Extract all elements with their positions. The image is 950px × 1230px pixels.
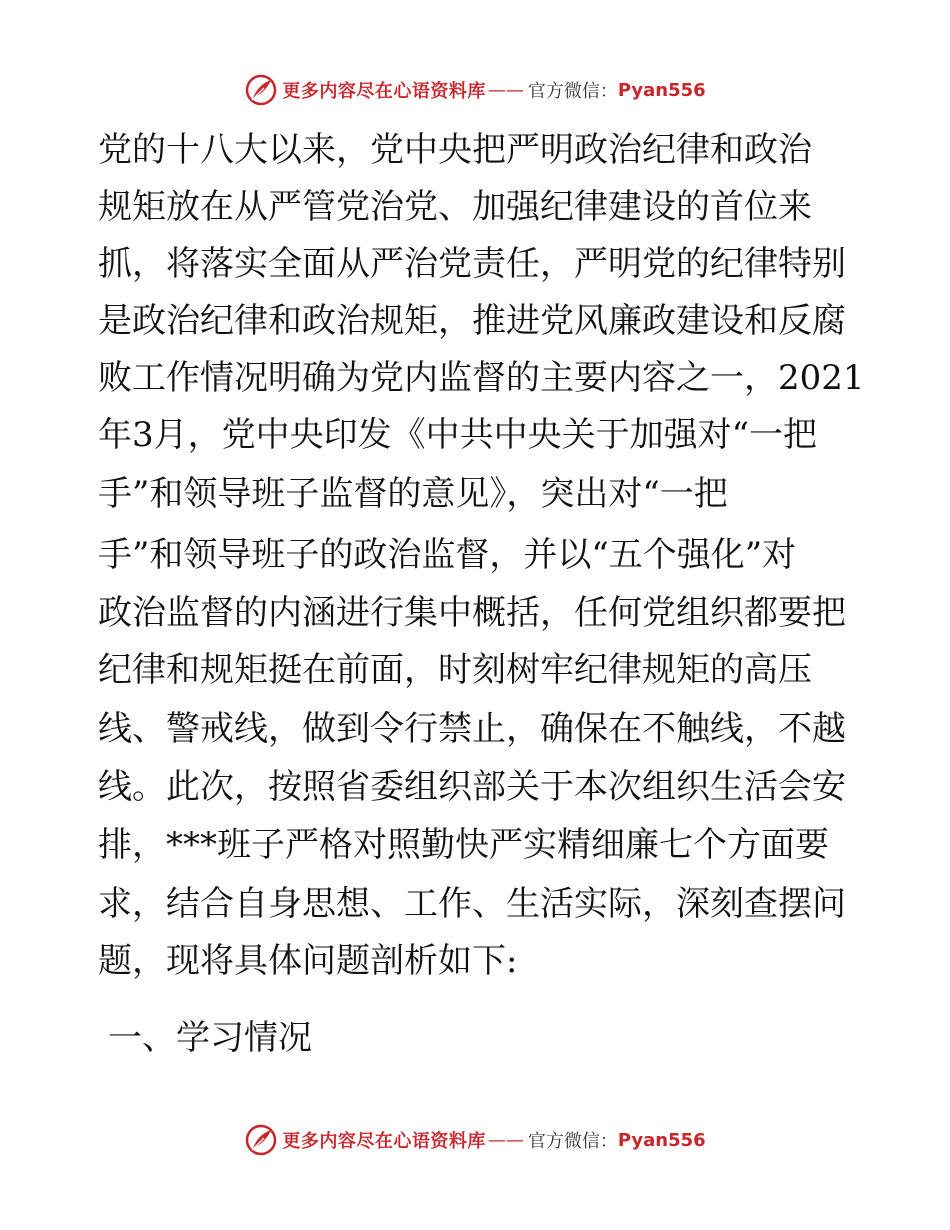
watermark-wechat-label: 官方微信： <box>527 81 618 102</box>
paragraph-line: 手”和领导班子监督的意见》，突出对“一把 <box>98 474 728 514</box>
paragraph-line: 手”和领导班子的政治监督，并以“五个强化”对 <box>98 535 797 575</box>
paragraph-line: 年3月，党中央印发《中共中央关于加强对“一把 <box>98 415 818 455</box>
paragraph-line: 求，结合自身思想、工作、生活实际，深刻查摆问 <box>98 884 846 924</box>
section-heading: 一、学习情况 <box>108 1018 312 1058</box>
paragraph-line: 政治监督的内涵进行集中概括，任何党组织都要把 <box>98 593 846 633</box>
header-watermark <box>0 68 950 112</box>
paragraph-line: 抓，将落实全面从严治党责任，严明党的纪律特别 <box>98 244 846 284</box>
feather-pen-logo-icon <box>244 1123 278 1157</box>
paragraph-line: 线、警戒线，做到令行禁止，确保在不触线，不越 <box>98 709 846 749</box>
paragraph-line: 党的十八大以来，党中央把严明政治纪律和政治 <box>98 130 812 170</box>
paragraph-line: 是政治纪律和政治规矩，推进党风廉政建设和反腐 <box>98 301 846 341</box>
footer-watermark <box>0 1118 950 1162</box>
watermark-dash: —— <box>487 79 524 101</box>
watermark-brand-text: 更多内容尽在心语资料库 <box>282 81 486 102</box>
watermark-handle: Pyan556 <box>617 1129 706 1151</box>
paragraph-line: 题，现将具体问题剖析如下: <box>98 941 518 981</box>
paragraph-line: 线。此次，按照省委组织部关于本次组织生活会安 <box>98 767 846 807</box>
watermark-brand-text: 更多内容尽在心语资料库 <box>282 1131 486 1152</box>
watermark-handle: Pyan556 <box>617 79 706 101</box>
paragraph-line: 规矩放在从严管党治党、加强纪律建设的首位来 <box>98 187 812 227</box>
watermark-wechat-label: 官方微信： <box>527 1131 618 1152</box>
paragraph-line: 纪律和规矩挺在前面，时刻树牢纪律规矩的高压 <box>98 650 812 690</box>
watermark-dash: —— <box>487 1129 524 1151</box>
feather-pen-logo-icon <box>244 73 278 107</box>
paragraph-line: 败工作情况明确为党内监督的主要内容之一，2021 <box>98 358 865 398</box>
paragraph-line: 排，***班子严格对照勤快严实精细廉七个方面要 <box>98 825 829 865</box>
